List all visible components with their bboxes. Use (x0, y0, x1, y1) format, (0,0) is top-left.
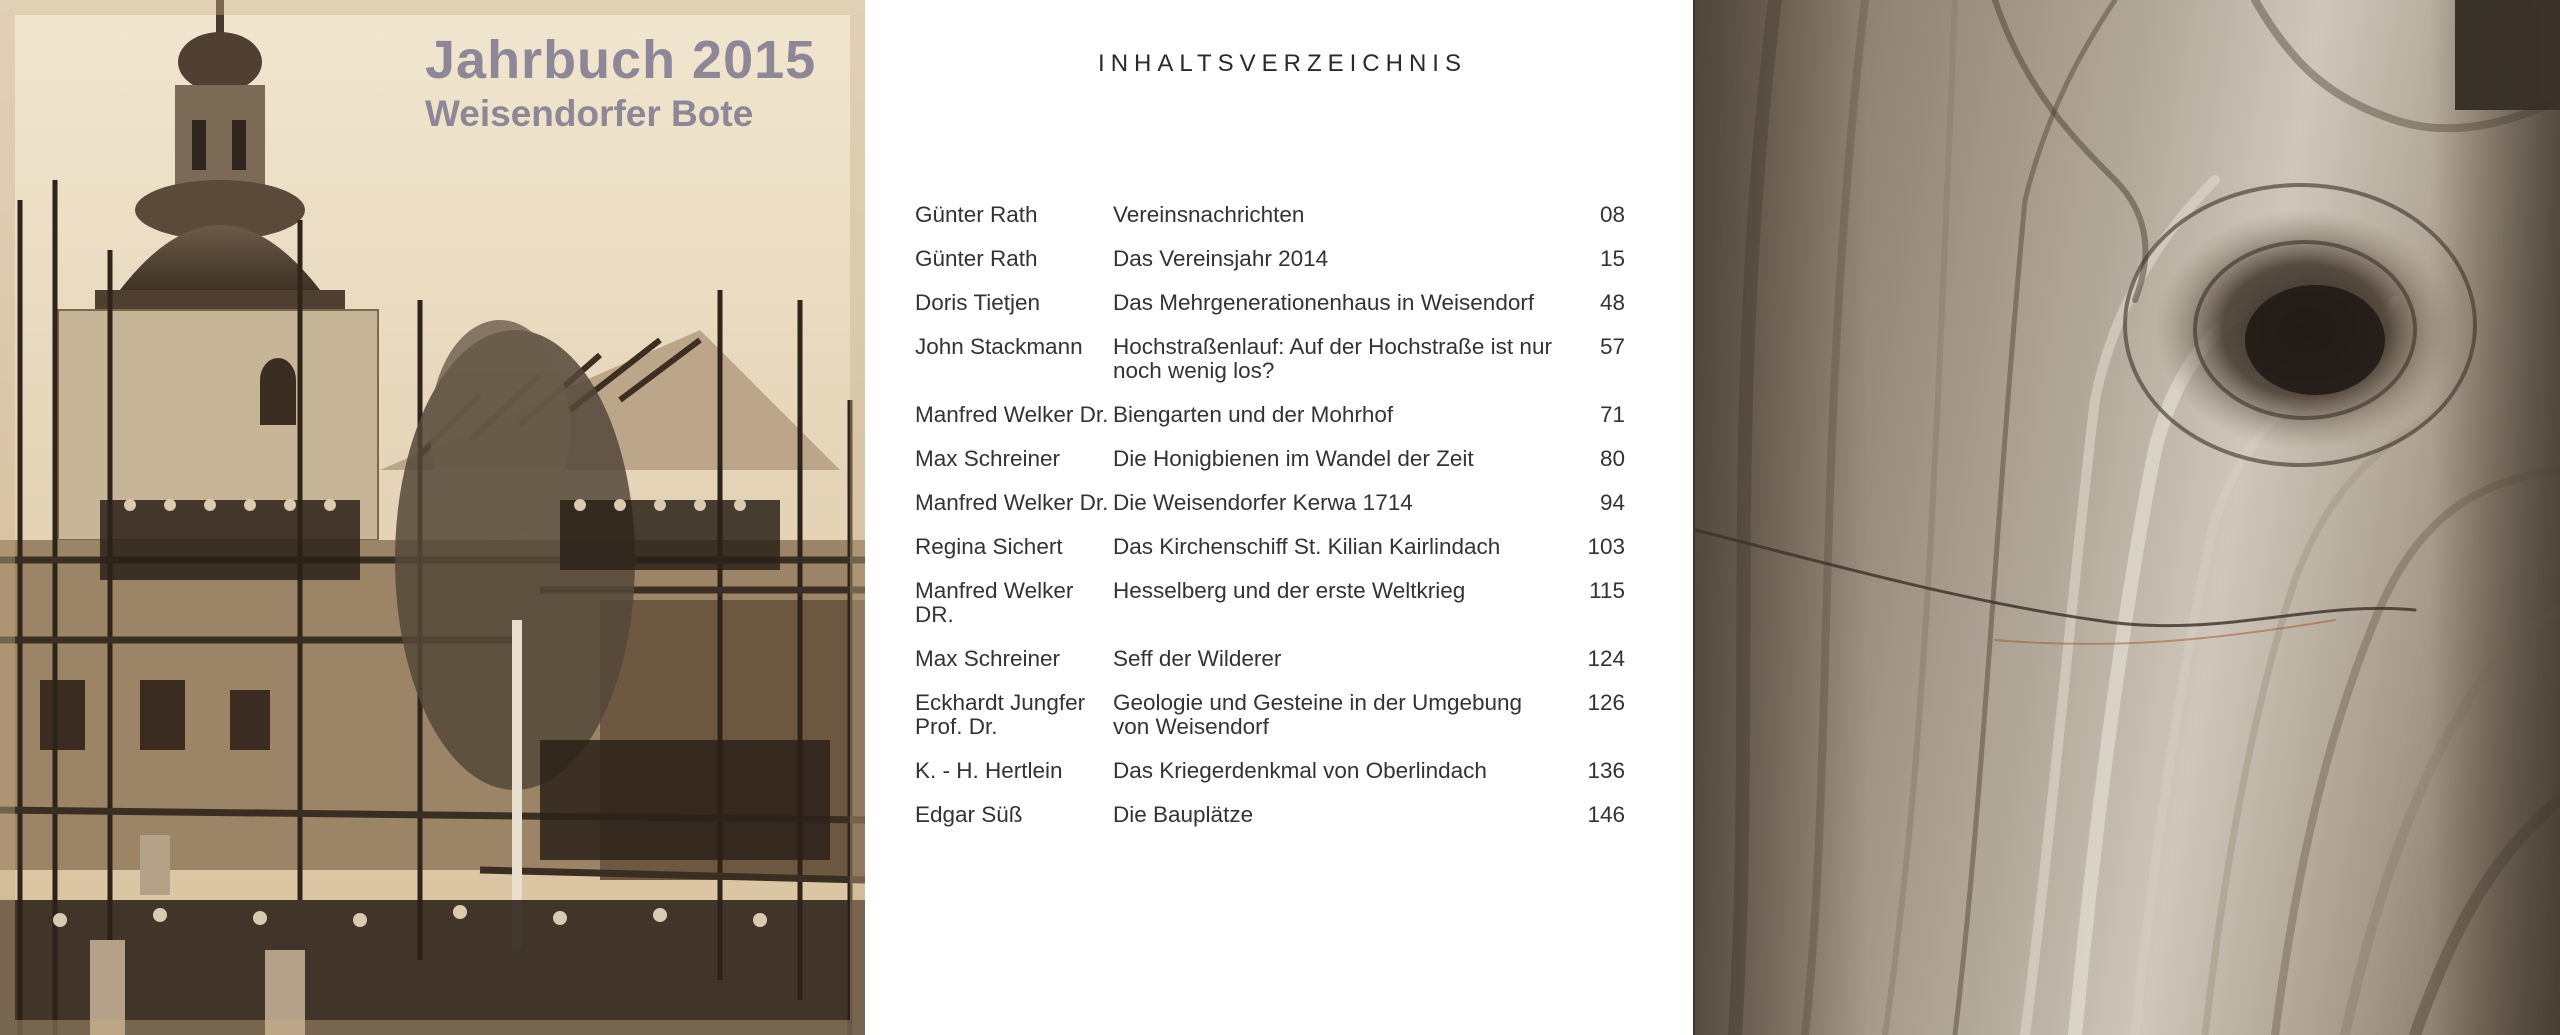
toc-page-number: 57 (1599, 334, 1625, 359)
toc-title: Seff der Wilderer (1113, 646, 1282, 671)
toc-page-number: 71 (1599, 402, 1625, 427)
historic-church-photo-icon (0, 0, 865, 1035)
toc-author: K. - H. Hertlein (915, 758, 1063, 783)
toc-entry (915, 335, 1635, 403)
cover-subtitle: Weisendorfer Bote (425, 93, 754, 134)
toc-author: Eckhardt Jungfer Prof. Dr. (915, 690, 1086, 739)
toc-entry (915, 759, 1635, 803)
toc-author: Regina Sichert (915, 534, 1063, 559)
toc-page-number: 115 (1589, 578, 1625, 603)
toc-author: Günter Rath (915, 202, 1038, 227)
toc-page-number: 136 (1587, 758, 1625, 783)
toc-author: Edgar Süß (915, 802, 1023, 827)
toc-entry (915, 291, 1635, 335)
toc-page-number: 124 (1587, 646, 1625, 671)
toc-title: Vereinsnachrichten (1113, 202, 1305, 227)
toc-page-number: 126 (1587, 690, 1625, 715)
toc-page-number: 94 (1599, 490, 1625, 515)
wood-texture-panel (1695, 0, 2560, 1035)
toc-entry (915, 691, 1635, 759)
toc-entry (915, 579, 1635, 647)
cover-photo-panel (0, 0, 865, 1035)
toc-entry (915, 803, 1635, 847)
toc-title: Die Bauplätze (1113, 802, 1254, 827)
toc-heading: INHALTSVERZEICHNIS (1098, 50, 1467, 77)
toc-author: John Stackmann (915, 334, 1083, 359)
table-of-contents-page (865, 0, 1695, 1035)
toc-author: Max Schreiner (915, 446, 1061, 471)
toc-page-number: 103 (1587, 534, 1625, 559)
toc-title: Biengarten und der Mohrhof (1113, 402, 1394, 427)
toc-page-number: 48 (1599, 290, 1625, 315)
toc-entry (915, 491, 1635, 535)
cover-title: Jahrbuch 2015 (425, 30, 817, 90)
toc-author: Max Schreiner (915, 646, 1061, 671)
toc-author: Doris Tietjen (915, 290, 1041, 315)
toc-list (915, 203, 1635, 847)
toc-title: Hochstraßenlauf: Auf der Hochstraße ist nur noch wenig los? (1113, 334, 1552, 383)
toc-entry (915, 247, 1635, 291)
toc-author: Manfred Welker Dr. (915, 490, 1109, 515)
toc-author: Manfred Welker DR. (915, 578, 1074, 627)
toc-author: Manfred Welker Dr. (915, 402, 1109, 427)
toc-entry (915, 447, 1635, 491)
toc-title: Das Vereinsjahr 2014 (1113, 246, 1329, 271)
toc-page-number: 08 (1599, 202, 1625, 227)
toc-title: Geologie und Gesteine in der Umgebung von Weisendorf (1113, 690, 1523, 739)
toc-entry (915, 403, 1635, 447)
wood-grain-icon (1695, 0, 2560, 1035)
toc-title: Das Kirchenschiff St. Kilian Kairlindach (1113, 534, 1501, 559)
toc-title: Das Kriegerdenkmal von Oberlindach (1113, 758, 1487, 783)
toc-title: Das Mehrgenerationenhaus in Weisendorf (1113, 290, 1535, 315)
toc-title: Hesselberg und der erste Weltkrieg (1113, 578, 1466, 603)
toc-page-number: 80 (1599, 446, 1625, 471)
toc-author: Günter Rath (915, 246, 1038, 271)
toc-page-number: 15 (1599, 246, 1625, 271)
toc-entry (915, 647, 1635, 691)
toc-entry (915, 535, 1635, 579)
toc-page-number: 146 (1587, 802, 1625, 827)
toc-title: Die Honigbienen im Wandel der Zeit (1113, 446, 1474, 471)
toc-entry (915, 203, 1635, 247)
toc-title: Die Weisendorfer Kerwa 1714 (1113, 490, 1413, 515)
